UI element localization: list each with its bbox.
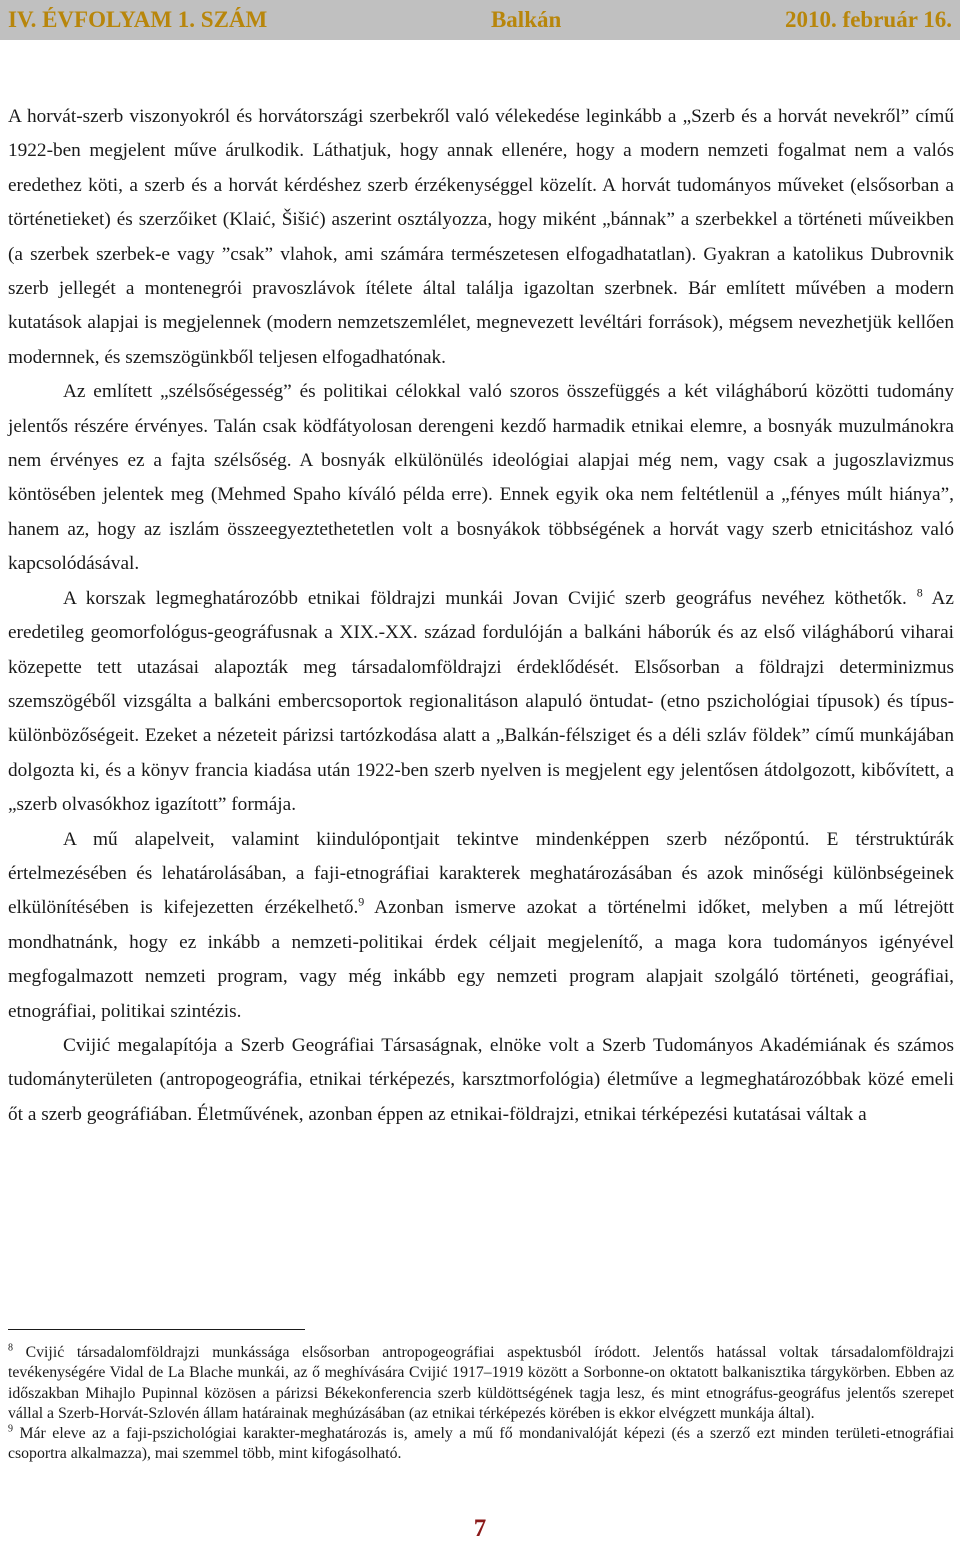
page-header [0,0,960,40]
paragraph-5: Cvijić megalapítója a Szerb Geográfiai Társaságnak, elnöke volt a Szerb Tudományos Akadémiának és számos tudományterületen (antropogeográfia, etnikai térképezés, karsztmorfológia) életműve a legmeghatározóbbak közé emeli őt a szerb geográfiában. Életművének, azonban éppen az etnikai-földrajzi, etnikai térképezési kutatásai váltak a [8,1034,954,1125]
footnotes [8,1343,954,1465]
footnote-9 [8,1424,954,1465]
footnote-ref-8[interactable]: 8 [916,585,923,600]
footnote-text-8: Cvijić társadalomföldrajzi munkássága elsősorban antropogeográfiai aspektusból íródott. Jelentős hatással voltak társadalomföldrajzi tevékenységére Vidal de La Blache munkái, az ő meghívására Cvijić 1917–1919 között a Sorbonne-on oktatott balkanisztika tárgykörben. Ebben az időszakban Mihajlo Pupinnal közösen a párizsi Békekonferencia szerb küldöttségének tagja lesz, és mint etnográfus-geográfus jelentős szerepet vállal a Szerb-Horvát-Szlovén állam határainak meghúzásában (az etnikai térképezés körében is ekkor elvégzett munkája által). [8,1344,954,1422]
paragraph-2: Az említett „szélsőségesség” és politikai célokkal való szoros összefüggés a két világháború közötti tudomány jelentős részére érvényes. Talán csak ködfátyolosan derengeni kezdő harmadik etnikai elemre, a bosnyák muzulmánokra nem érvényes ez a fajta szélsőség. A bosnyák elkülönülés ideológiai alapjai még nem, vagy csak a jugoszlavizmus köntösében jelentek meg (Mehmed Spaho kíváló példa erre). Ennek egyik oka nem feltétlenül a „fényes múlt hiánya”, hanem az, hogy az iszlám összeegyeztethetetlen volt a bosnyákok többségének a horvát vagy szerb etnicitáshoz való kapcsolódásával. [8,381,954,575]
paragraph-4 [8,823,954,1029]
footnote-number-9: 9 [8,1423,13,1435]
section-label: Balkán [490,7,562,32]
paragraph-4-text-before: A mű alapelveit, valamint kiindulópontjait tekintve mindenképpen szerb nézőpontú. E térstruktúrák értelmezésében és lehatárolásában, a faji-etnográfiai karakterek meghatározásában és azok minőségi különbségeinek elkülönítésében is kifejezetten érzékelhető. [8,828,954,919]
date-label: 2010. február 16. [785,7,952,32]
volume-label: IV. ÉVFOLYAM 1. SZÁM [8,7,268,32]
footnote-ref-9[interactable]: 9 [358,894,365,909]
paragraph-1: A horvát-szerb viszonyokról és horvátországi szerbekről való vélekedése leginkább a „Szerb és a horvát nevekről” című 1922-ben megjelent műve árulkodik. Láthatjuk, hogy annak ellenére, hogy a modern nemzeti fogalmat nem a valós eredethez köti, a szerb és a horvát kérdéshez szerb érzékenységgel közelít. A horvát tudományos műveket (elsősorban a történetieket) és szerzőiket (Klaić, Šišić) aszerint osztályozza, hogy miként „bánnak” a szerbekkel a történeti műveikben (a szerbek szerbek-e vagy ”csak” vlahok, ami számára természetesen elfogadhatatlan). Gyakran a katolikus Dubrovnik szerb jellegét a montenegrói pravoszlávok ítélete által találja igazoltan szerbnek. Bár említett művében a modern kutatások alapjai is megjelennek (modern nemzetszemlélet, megnevezett levéltári források), mégsem nevezhetjük kellően modernnek, és szemszögünkből teljesen elfogadhatónak. [8,106,954,368]
article-body [8,100,954,1132]
page-number: 7 [473,1515,487,1542]
paragraph-3 [8,582,954,823]
paragraph-3-text-before: A korszak legmeghatározóbb etnikai földrajzi munkái Jovan Cvijić szerb geográfus nevéhez köthetők. [63,587,917,609]
footnote-number-8: 8 [8,1342,13,1354]
paragraph-3-text-after: Az eredetileg geomorfológus-geográfusnak a XIX.-XX. század fordulóján a balkáni háborúk és az első világháború viharai közepette tett utazásai alapozták meg társadalomföldrajzi érdeklődését. Elsősorban a földrajzi determinizmus szemszögéből vizsgálta a balkáni embercsoportok regionalitáson alapuló öntudat- (etno pszichológiai típusok) és típus-különbözőségeit. Ezeket a nézeteit párizsi tartózkodása alatt a „Balkán-félsziget és a déli szláv földek” című munkájában dolgozta ki, és a könyv francia kiadása után 1922-ben szerb nyelven is megjelent egy jelentősen átdolgozott, kibővített, a „szerb olvasókhoz igazított” formája. [8,587,954,816]
footnote-text-9: Már eleve az a faji-pszichológiai karakter-meghatározás is, amely a mű fő mondanivalóját képezi (és a szerző ezt minden területi-etnográfiai csoportra alkalmazza), mai szemmel több, mint kifogásolható. [8,1425,954,1463]
paragraph-4-text-after: Azonban ismerve azokat a történelmi időket, melyben a mű létrejött mondhatnánk, hogy ez inkább a nemzeti-politikai érdek céljait megjelenítő, a maga kora tudományos igényével megfogalmazott nemzeti program, vagy még inkább egy nemzeti program alapjait szolgáló történeti, geográfiai, etnográfiai, politikai szintézis. [8,897,954,1022]
footnote-separator [8,1329,305,1330]
footnote-8 [8,1343,954,1424]
